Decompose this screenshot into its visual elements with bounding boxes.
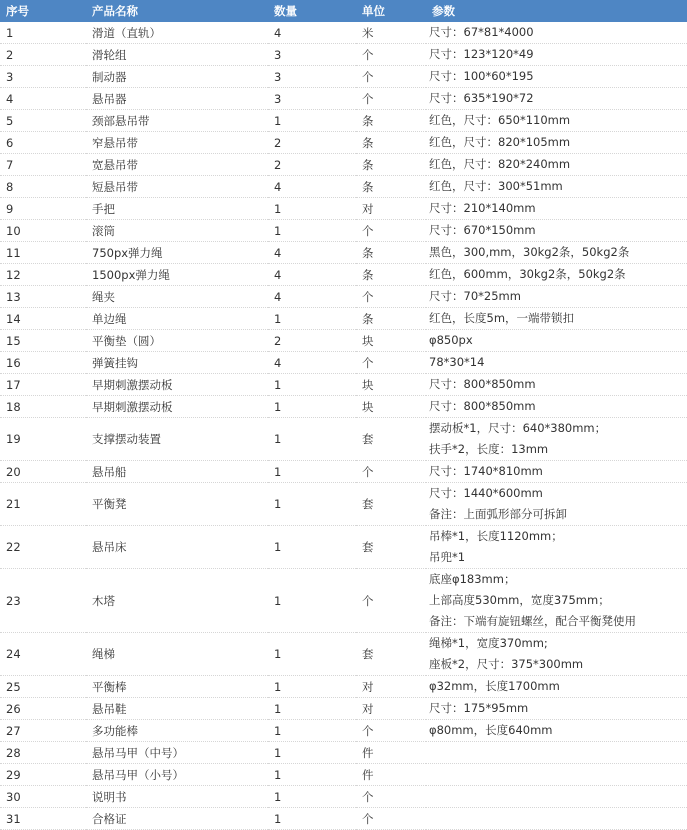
cell-parameters: [426, 286, 687, 308]
table-row: [0, 633, 687, 676]
cell-quantity: 1: [268, 764, 356, 786]
header-unit: 单位: [356, 0, 426, 22]
cell-parameters: [426, 176, 687, 198]
cell-index: 9: [0, 198, 86, 220]
cell-quantity: 4: [268, 286, 356, 308]
cell-index: 6: [0, 132, 86, 154]
cell-unit: 个: [356, 220, 426, 242]
cell-parameters: [426, 66, 687, 88]
cell-unit: 套: [356, 418, 426, 461]
cell-quantity: 1: [268, 526, 356, 569]
table-row: [0, 720, 687, 742]
parameter-line: φ80mm，长度640mm: [429, 723, 553, 737]
cell-quantity: 3: [268, 44, 356, 66]
cell-unit: 对: [356, 698, 426, 720]
parameter-line: 尺寸：210*140mm: [429, 201, 536, 215]
parameter-line: φ32mm，长度1700mm: [429, 679, 560, 693]
cell-parameters: [426, 633, 687, 676]
cell-parameters: [426, 461, 687, 483]
header-quantity: 数量: [268, 0, 356, 22]
cell-index: 28: [0, 742, 86, 764]
parameter-line: 绳梯*1，宽度370mm;: [429, 636, 548, 650]
cell-product-name: 颈部悬吊带: [86, 110, 268, 132]
parameter-line: 红色，尺寸：650*110mm: [429, 113, 571, 127]
cell-parameters: [426, 742, 687, 764]
table-row: [0, 88, 687, 110]
parameter-line: 备注：上面弧形部分可拆卸: [429, 507, 567, 521]
parameter-line: 尺寸：123*120*49: [429, 47, 534, 61]
table-row: [0, 176, 687, 198]
cell-index: 26: [0, 698, 86, 720]
parameter-line: 尺寸：800*850mm: [429, 399, 536, 413]
cell-index: 25: [0, 676, 86, 698]
cell-quantity: 1: [268, 786, 356, 808]
table-row: [0, 461, 687, 483]
cell-quantity: 3: [268, 88, 356, 110]
parameter-line: 红色，长度5m，一端带锁扣: [429, 311, 575, 325]
cell-product-name: 宽悬吊带: [86, 154, 268, 176]
table-row: [0, 526, 687, 569]
table-row: [0, 698, 687, 720]
parameter-line: [429, 764, 687, 785]
table-row: [0, 286, 687, 308]
cell-unit: 个: [356, 786, 426, 808]
parameter-line: 尺寸：670*150mm: [429, 223, 536, 237]
cell-index: 4: [0, 88, 86, 110]
cell-quantity: 2: [268, 330, 356, 352]
parameter-line: 黑色，300,mm，30kg2条，50kg2条: [429, 245, 630, 259]
table-row: [0, 330, 687, 352]
cell-parameters: [426, 132, 687, 154]
cell-product-name: 悬吊鞋: [86, 698, 268, 720]
cell-index: 8: [0, 176, 86, 198]
cell-unit: 套: [356, 483, 426, 526]
cell-parameters: [426, 396, 687, 418]
table-row: [0, 676, 687, 698]
cell-index: 1: [0, 22, 86, 44]
table-row: [0, 110, 687, 132]
cell-quantity: 1: [268, 110, 356, 132]
cell-index: 23: [0, 569, 86, 633]
cell-index: 22: [0, 526, 86, 569]
table-row: [0, 374, 687, 396]
cell-unit: 个: [356, 44, 426, 66]
cell-quantity: 1: [268, 633, 356, 676]
cell-quantity: 4: [268, 242, 356, 264]
header-parameters: 参数: [426, 0, 687, 22]
cell-quantity: 1: [268, 220, 356, 242]
cell-parameters: [426, 110, 687, 132]
parameter-line: 红色，尺寸：820*240mm: [429, 157, 571, 171]
table-row: [0, 242, 687, 264]
cell-unit: 件: [356, 764, 426, 786]
cell-parameters: [426, 242, 687, 264]
cell-index: 17: [0, 374, 86, 396]
cell-product-name: 说明书: [86, 786, 268, 808]
cell-parameters: [426, 569, 687, 633]
cell-product-name: 悬吊马甲（小号）: [86, 764, 268, 786]
cell-quantity: 1: [268, 808, 356, 830]
cell-unit: 个: [356, 569, 426, 633]
parameter-line: [429, 742, 687, 763]
cell-product-name: 弹簧挂钩: [86, 352, 268, 374]
cell-index: 15: [0, 330, 86, 352]
cell-index: 30: [0, 786, 86, 808]
cell-index: 16: [0, 352, 86, 374]
cell-index: 20: [0, 461, 86, 483]
table-row: [0, 742, 687, 764]
parameter-line: 扶手*2，长度：13mm: [429, 442, 549, 456]
cell-product-name: 悬吊船: [86, 461, 268, 483]
cell-index: 14: [0, 308, 86, 330]
cell-product-name: 750px弹力绳: [86, 242, 268, 264]
table-row: [0, 264, 687, 286]
cell-product-name: 早期刺激摆动板: [86, 374, 268, 396]
cell-parameters: [426, 786, 687, 808]
parameter-line: 尺寸：70*25mm: [429, 289, 521, 303]
cell-unit: 条: [356, 110, 426, 132]
parameter-line: [429, 786, 687, 807]
cell-unit: 件: [356, 742, 426, 764]
cell-index: 18: [0, 396, 86, 418]
cell-parameters: [426, 676, 687, 698]
cell-quantity: 1: [268, 698, 356, 720]
table-row: [0, 22, 687, 44]
parameter-line: 尺寸：67*81*4000: [429, 25, 534, 39]
cell-index: 29: [0, 764, 86, 786]
parameter-line: [429, 808, 687, 829]
cell-parameters: [426, 720, 687, 742]
cell-parameters: [426, 154, 687, 176]
parameter-line: 备注：下端有旋钮螺丝，配合平衡凳使用: [429, 614, 636, 628]
parameter-line: φ850px: [429, 333, 473, 347]
cell-index: 19: [0, 418, 86, 461]
cell-parameters: [426, 698, 687, 720]
table-row: [0, 569, 687, 633]
cell-unit: 个: [356, 720, 426, 742]
table-row: [0, 764, 687, 786]
cell-product-name: 悬吊马甲（中号）: [86, 742, 268, 764]
table-row: [0, 220, 687, 242]
cell-product-name: 悬吊床: [86, 526, 268, 569]
cell-unit: 个: [356, 461, 426, 483]
cell-quantity: 2: [268, 154, 356, 176]
cell-product-name: 绳夹: [86, 286, 268, 308]
cell-product-name: 早期刺激摆动板: [86, 396, 268, 418]
cell-product-name: 滚筒: [86, 220, 268, 242]
cell-product-name: 单边绳: [86, 308, 268, 330]
cell-quantity: 4: [268, 22, 356, 44]
table-row: [0, 154, 687, 176]
table-row: [0, 308, 687, 330]
table-row: [0, 198, 687, 220]
cell-index: 3: [0, 66, 86, 88]
cell-unit: 条: [356, 264, 426, 286]
cell-product-name: 多功能棒: [86, 720, 268, 742]
parameter-line: 尺寸：100*60*195: [429, 69, 534, 83]
cell-index: 5: [0, 110, 86, 132]
cell-product-name: 制动器: [86, 66, 268, 88]
cell-product-name: 窄悬吊带: [86, 132, 268, 154]
cell-unit: 条: [356, 242, 426, 264]
cell-unit: 条: [356, 154, 426, 176]
parameter-line: 尺寸：1740*810mm: [429, 464, 543, 478]
cell-unit: 对: [356, 198, 426, 220]
cell-product-name: 合格证: [86, 808, 268, 830]
cell-product-name: 绳梯: [86, 633, 268, 676]
cell-product-name: 木塔: [86, 569, 268, 633]
cell-index: 13: [0, 286, 86, 308]
table-row: [0, 66, 687, 88]
cell-product-name: 短悬吊带: [86, 176, 268, 198]
parameter-line: 红色，尺寸：300*51mm: [429, 179, 563, 193]
cell-product-name: 滑道（直轨）: [86, 22, 268, 44]
table-row: [0, 132, 687, 154]
header-product-name: 产品名称: [86, 0, 268, 22]
cell-product-name: 悬吊器: [86, 88, 268, 110]
cell-parameters: [426, 198, 687, 220]
table-row: [0, 418, 687, 461]
cell-unit: 块: [356, 330, 426, 352]
cell-index: 24: [0, 633, 86, 676]
cell-parameters: [426, 44, 687, 66]
table-row: [0, 808, 687, 830]
cell-quantity: 2: [268, 132, 356, 154]
cell-parameters: [426, 374, 687, 396]
cell-quantity: 1: [268, 396, 356, 418]
table-row: [0, 786, 687, 808]
cell-unit: 米: [356, 22, 426, 44]
cell-quantity: 1: [268, 198, 356, 220]
cell-unit: 个: [356, 808, 426, 830]
parameter-line: 座板*2，尺寸：375*300mm: [429, 657, 584, 671]
cell-parameters: [426, 308, 687, 330]
cell-product-name: 滑轮组: [86, 44, 268, 66]
table-header-row: [0, 0, 687, 22]
cell-parameters: [426, 330, 687, 352]
cell-index: 7: [0, 154, 86, 176]
parameter-line: 78*30*14: [429, 355, 485, 369]
cell-quantity: 4: [268, 176, 356, 198]
cell-unit: 条: [356, 176, 426, 198]
cell-unit: 个: [356, 286, 426, 308]
cell-parameters: [426, 418, 687, 461]
cell-quantity: 1: [268, 374, 356, 396]
cell-index: 31: [0, 808, 86, 830]
table-row: [0, 396, 687, 418]
cell-unit: 个: [356, 88, 426, 110]
cell-index: 27: [0, 720, 86, 742]
parameter-line: 红色，600mm，30kg2条，50kg2条: [429, 267, 626, 281]
cell-unit: 条: [356, 132, 426, 154]
cell-quantity: 1: [268, 676, 356, 698]
parameter-line: 吊棒*1，长度1120mm；: [429, 529, 563, 543]
cell-index: 12: [0, 264, 86, 286]
parameter-line: 尺寸：1440*600mm: [429, 486, 543, 500]
table-body: [0, 22, 687, 830]
parameter-line: 尺寸：635*190*72: [429, 91, 534, 105]
cell-quantity: 1: [268, 742, 356, 764]
parameter-line: 摆动板*1，尺寸：640*380mm；: [429, 421, 607, 435]
cell-unit: 个: [356, 66, 426, 88]
cell-index: 2: [0, 44, 86, 66]
cell-quantity: 4: [268, 352, 356, 374]
parameter-line: 红色，尺寸：820*105mm: [429, 135, 571, 149]
header-index: 序号: [0, 0, 86, 22]
cell-index: 21: [0, 483, 86, 526]
cell-parameters: [426, 220, 687, 242]
cell-unit: 块: [356, 396, 426, 418]
table-row: [0, 483, 687, 526]
cell-parameters: [426, 764, 687, 786]
cell-parameters: [426, 808, 687, 830]
parameter-line: 吊兜*1: [429, 550, 466, 564]
cell-parameters: [426, 88, 687, 110]
cell-parameters: [426, 526, 687, 569]
cell-parameters: [426, 22, 687, 44]
cell-parameters: [426, 264, 687, 286]
cell-quantity: 1: [268, 418, 356, 461]
cell-unit: 个: [356, 352, 426, 374]
cell-product-name: 平衡棒: [86, 676, 268, 698]
parameter-line: 上部高度530mm，宽度375mm；: [429, 593, 610, 607]
cell-index: 11: [0, 242, 86, 264]
cell-product-name: 手把: [86, 198, 268, 220]
cell-unit: 套: [356, 633, 426, 676]
cell-unit: 块: [356, 374, 426, 396]
cell-quantity: 1: [268, 569, 356, 633]
cell-quantity: 3: [268, 66, 356, 88]
cell-unit: 套: [356, 526, 426, 569]
cell-product-name: 支撑摆动装置: [86, 418, 268, 461]
parameter-line: 底座φ183mm；: [429, 572, 516, 586]
parameter-line: 尺寸：800*850mm: [429, 377, 536, 391]
cell-quantity: 1: [268, 461, 356, 483]
parameter-line: 尺寸：175*95mm: [429, 701, 529, 715]
cell-product-name: 1500px弹力绳: [86, 264, 268, 286]
cell-quantity: 1: [268, 720, 356, 742]
cell-quantity: 1: [268, 308, 356, 330]
cell-parameters: [426, 352, 687, 374]
cell-quantity: 4: [268, 264, 356, 286]
cell-index: 10: [0, 220, 86, 242]
cell-product-name: 平衡凳: [86, 483, 268, 526]
cell-product-name: 平衡垫（圆）: [86, 330, 268, 352]
table-row: [0, 352, 687, 374]
cell-quantity: 1: [268, 483, 356, 526]
cell-unit: 条: [356, 308, 426, 330]
cell-parameters: [426, 483, 687, 526]
table-row: [0, 44, 687, 66]
cell-unit: 对: [356, 676, 426, 698]
